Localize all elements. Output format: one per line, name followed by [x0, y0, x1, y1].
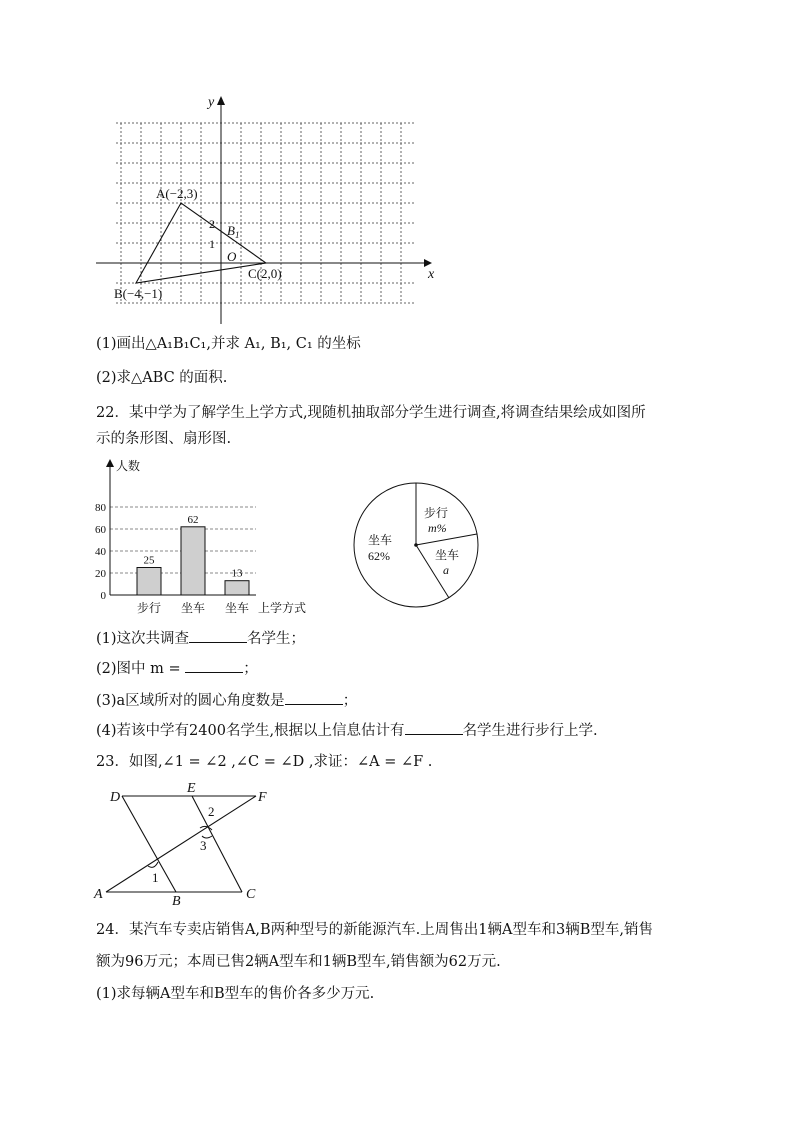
- bar-2: [181, 527, 205, 595]
- label-a: A: [94, 887, 103, 902]
- bar-chart-y-arrow: [106, 459, 114, 467]
- answer-blank-2[interactable]: [185, 658, 243, 673]
- origin-label: O: [227, 249, 237, 264]
- coordinate-grid-figure: [90, 92, 450, 332]
- segment-af: [106, 796, 256, 892]
- q22-part3: (3)a区域所对的圆心角度数是 ；: [96, 690, 357, 711]
- bar-layer: [95, 502, 256, 615]
- pie-slice-value-a: a: [443, 563, 449, 577]
- bar-chart-x-label: 上学方式: [258, 601, 307, 615]
- pie-center: [414, 543, 418, 547]
- pie-slice-label-walk: 步行: [424, 506, 449, 520]
- bar-chart-y-tick-label: 60: [95, 524, 106, 536]
- label-angle-1: 1: [152, 870, 159, 885]
- q21-part1: (1)画出△A₁B₁C₁,并求 A₁, B₁, C₁ 的坐标: [96, 336, 361, 352]
- tick-1-label: 1: [209, 237, 215, 251]
- bar-3: [225, 581, 249, 595]
- pie-slice-value-walk: m%: [428, 521, 447, 535]
- bar-chart-y-tick-label: 0: [100, 590, 106, 602]
- bar-category-label: 步行: [136, 601, 162, 615]
- parallelogram-figure: [90, 778, 290, 908]
- bar-data-label: 13: [231, 567, 243, 580]
- bar-chart-y-tick-label: 80: [95, 502, 106, 514]
- bar-1: [137, 568, 161, 596]
- x-axis-arrow: [424, 259, 432, 267]
- q21-part2: (2)求△ABC 的面积.: [96, 370, 228, 386]
- q22-part1: (1)这次共调查 名学生；: [96, 628, 305, 649]
- label-d: D: [110, 790, 121, 805]
- q23-stem: 23．如图,∠1 = ∠2 ,∠C = ∠D ,求证：∠A = ∠F .: [96, 754, 433, 770]
- answer-blank-3[interactable]: [285, 690, 343, 705]
- label-e: E: [187, 781, 196, 796]
- q22-part2: (2)图中 m = ；: [96, 658, 258, 679]
- pie-slice-label-car-a: 坐车: [435, 548, 460, 562]
- point-b-label: B(−4,−1): [114, 286, 163, 301]
- q22-part4: (4)若该中学有2400名学生,根据以上信息估计有 名学生进行步行上学.: [96, 720, 598, 741]
- pie-slice-value-car: 62%: [368, 549, 390, 563]
- point-a-label: A(−2,3): [156, 186, 198, 201]
- bar-category-label: 坐车: [224, 601, 250, 615]
- label-f: F: [258, 790, 267, 805]
- label-b: B: [172, 894, 181, 908]
- y-axis-arrow: [217, 96, 225, 105]
- label-c: C: [246, 887, 256, 902]
- bar-category-label: 坐车: [180, 601, 206, 615]
- q22-stem-line2: 示的条形图、扇形图.: [96, 431, 232, 447]
- q24-line2: 额为96万元；本周已售2辆A型车和1辆B型车,销售额为62万元.: [96, 954, 501, 970]
- q24-part1: (1)求每辆A型车和B型车的售价各多少万元.: [96, 986, 375, 1002]
- pie-slice-label-car: 坐车: [368, 533, 393, 547]
- answer-blank-1[interactable]: [189, 628, 247, 643]
- answer-blank-4[interactable]: [405, 720, 463, 735]
- bar-chart: [86, 455, 326, 623]
- point-c-label: C(2,0): [248, 266, 282, 281]
- bar-data-label: 62: [187, 513, 199, 526]
- point-b1-label: $B_1$: [227, 223, 240, 240]
- tick-2-label: 2: [209, 217, 215, 231]
- q22-stem-line1: 22．某中学为了解学生上学方式,现随机抽取部分学生进行调查,将调查结果绘成如图所: [96, 405, 646, 421]
- label-angle-2: 2: [208, 804, 215, 819]
- bar-chart-y-label: 人数: [116, 459, 141, 473]
- bar-chart-y-tick-label: 20: [95, 568, 106, 580]
- y-axis-label: y: [208, 95, 215, 110]
- label-angle-3: 3: [200, 838, 207, 853]
- segment-db: [122, 796, 176, 892]
- bar-data-label: 25: [143, 554, 155, 567]
- x-axis-label: x: [428, 267, 435, 282]
- q24-line1: 24．某汽车专卖店销售A,B两种型号的新能源汽车.上周售出1辆A型车和3辆B型车,销售: [96, 922, 653, 938]
- bar-chart-y-tick-label: 40: [95, 546, 106, 558]
- pie-chart: [346, 482, 486, 612]
